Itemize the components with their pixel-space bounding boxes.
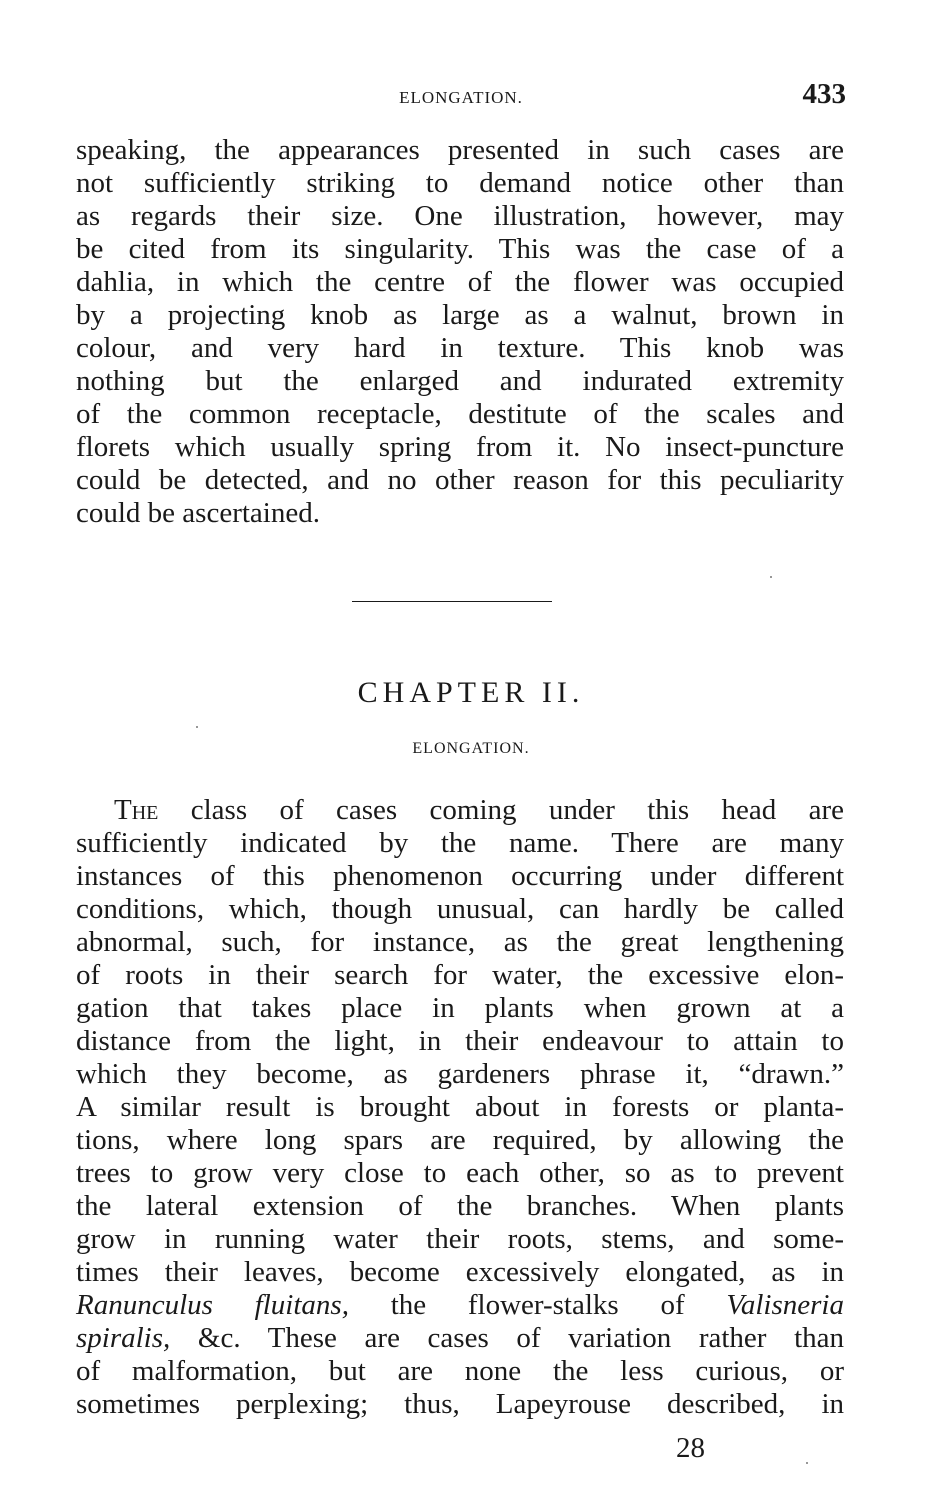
running-head bbox=[76, 78, 846, 112]
text-line: the lateral extension of the branches. When plants bbox=[76, 1190, 844, 1222]
text-line: by a projecting knob as large as a walnut, brown in bbox=[76, 299, 844, 331]
paragraph-continuation bbox=[76, 134, 844, 530]
paragraph-chapter-opening bbox=[76, 794, 844, 1421]
text-line: sometimes perplexing; thus, Lapeyrouse described, in bbox=[76, 1388, 844, 1420]
text-line: could be detected, and no other reason for this peculiarity bbox=[76, 464, 844, 496]
paper-speck bbox=[806, 1462, 808, 1464]
italic-species-name: Ranunculus fluitans, bbox=[76, 1289, 349, 1321]
lead-word: The bbox=[114, 794, 159, 826]
text-line: grow in running water their roots, stems, and some- bbox=[76, 1223, 844, 1255]
text-line: could be ascertained. bbox=[76, 497, 320, 529]
running-title: ELONGATION. bbox=[399, 88, 523, 107]
section-divider bbox=[352, 601, 552, 602]
text-line: tions, where long spars are required, by allowing the bbox=[76, 1124, 844, 1156]
chapter-subtitle: ELONGATION. bbox=[412, 740, 530, 757]
chapter-title: CHAPTER II. bbox=[357, 676, 585, 709]
text-line: colour, and very hard in texture. This knob was bbox=[76, 332, 844, 364]
line-text: class of cases coming under this head are bbox=[158, 794, 844, 826]
line-text: &c. These are cases of variation rather than bbox=[170, 1322, 844, 1354]
text-line: gation that takes place in plants when grown at a bbox=[76, 992, 844, 1024]
text-line bbox=[76, 1322, 844, 1355]
text-line: of the common receptacle, destitute of the scales and bbox=[76, 398, 844, 430]
text-line: as regards their size. One illustration, however, may bbox=[76, 200, 844, 232]
text-line: times their leaves, become excessively elongated, as in bbox=[76, 1256, 844, 1288]
text-line: instances of this phenomenon occurring under different bbox=[76, 860, 844, 892]
text-line: of roots in their search for water, the excessive elon- bbox=[76, 959, 844, 991]
page-number: 433 bbox=[802, 78, 846, 110]
text-line: which they become, as gardeners phrase it, “drawn.” bbox=[76, 1058, 844, 1090]
text-line: nothing but the enlarged and indurated extremity bbox=[76, 365, 844, 397]
italic-species-name: spiralis, bbox=[76, 1322, 171, 1354]
text-line: speaking, the appearances presented in such cases are bbox=[76, 134, 844, 166]
text-line: distance from the light, in their endeavour to attain to bbox=[76, 1025, 844, 1057]
text-line: of malformation, but are none the less curious, or bbox=[76, 1355, 844, 1387]
text-line: conditions, which, though unusual, can hardly be called bbox=[76, 893, 844, 925]
text-line: not sufficiently striking to demand notice other than bbox=[76, 167, 844, 199]
signature-mark: 28 bbox=[676, 1432, 705, 1464]
text-line: abnormal, such, for instance, as the great lengthening bbox=[76, 926, 844, 958]
text-line: be cited from its singularity. This was the case of a bbox=[76, 233, 844, 265]
line-text: the flower-stalks of bbox=[348, 1289, 727, 1321]
text-line: trees to grow very close to each other, so as to prevent bbox=[76, 1157, 844, 1189]
text-line: florets which usually spring from it. No insect-puncture bbox=[76, 431, 844, 463]
text-line: sufficiently indicated by the name. There are many bbox=[76, 827, 844, 859]
paper-speck bbox=[770, 576, 772, 578]
text-line: dahlia, in which the centre of the flower was occupied bbox=[76, 266, 844, 298]
italic-species-name: Valisneria bbox=[726, 1289, 844, 1321]
text-line: A similar result is brought about in forests or planta- bbox=[76, 1091, 844, 1123]
text-line bbox=[76, 1289, 844, 1322]
text-line bbox=[76, 794, 844, 827]
paper-speck bbox=[196, 726, 198, 728]
